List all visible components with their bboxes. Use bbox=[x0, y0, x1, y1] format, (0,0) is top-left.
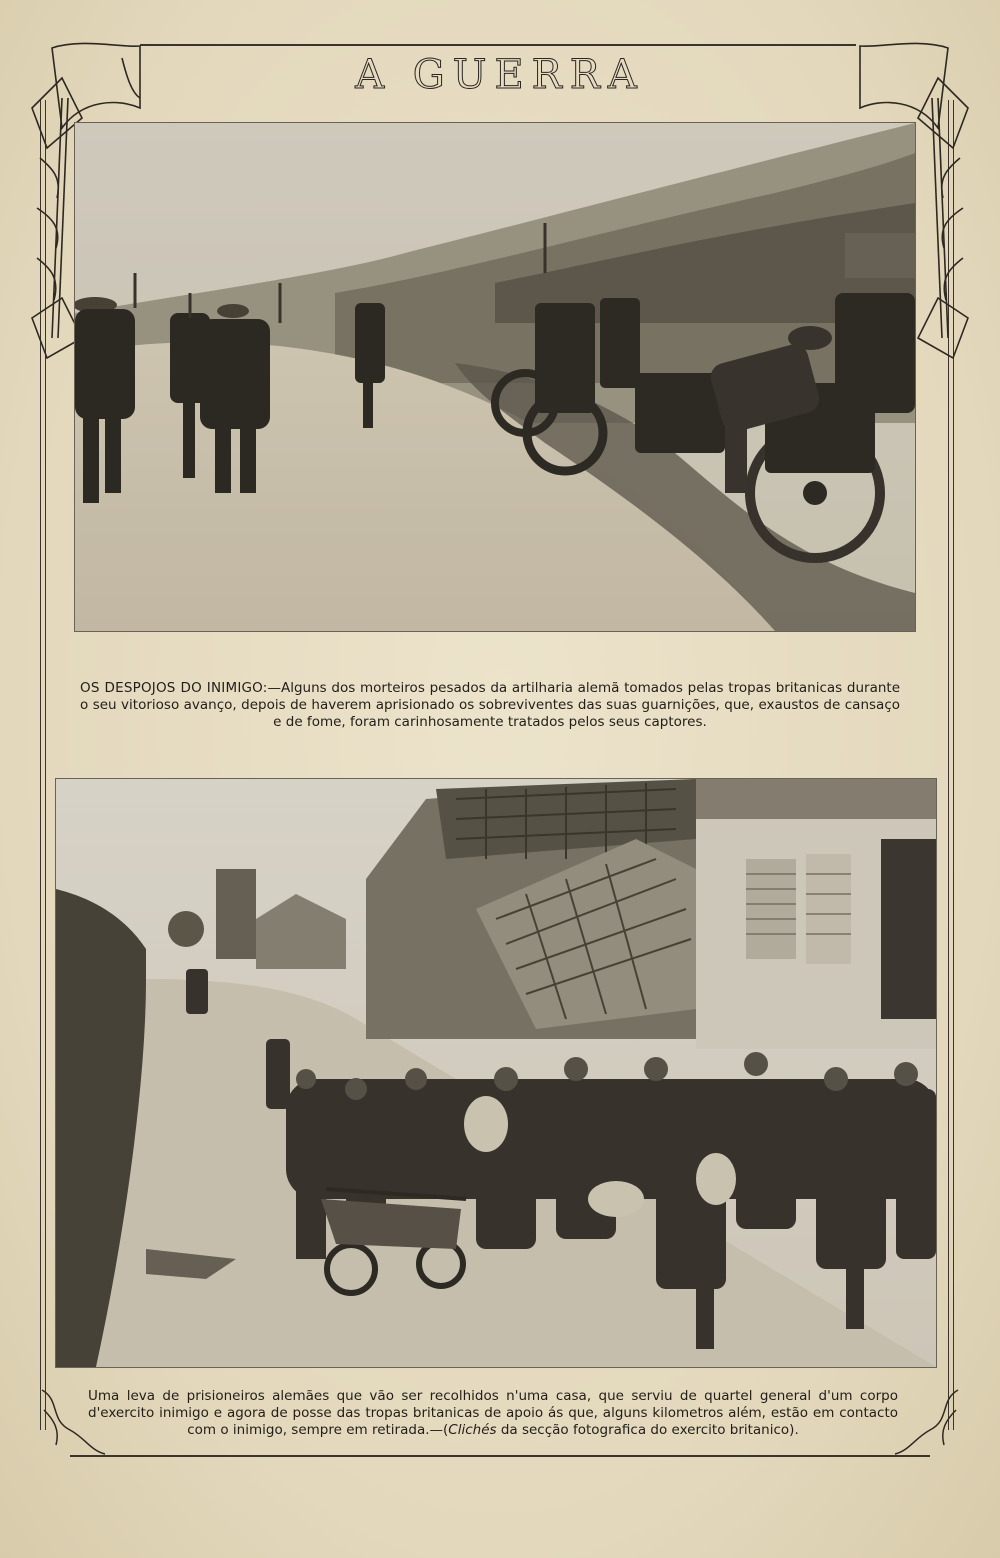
corner-ornament-bottom-right-icon bbox=[890, 1380, 970, 1460]
page-title-text: A GUERRA bbox=[355, 52, 645, 98]
caption-lead: OS DESPOJOS DO INIMIGO: bbox=[80, 680, 268, 696]
caption-tail: da secção fotografica do exercito britanico). bbox=[496, 1422, 799, 1438]
frame-top-rule bbox=[140, 44, 856, 46]
photo-german-prisoners-image bbox=[56, 779, 936, 1367]
photo-captured-mortars bbox=[74, 122, 916, 632]
frame-bottom-rule bbox=[70, 1455, 930, 1457]
caption-captured-mortars bbox=[80, 680, 900, 731]
caption-german-prisoners bbox=[88, 1388, 898, 1439]
page-title bbox=[0, 52, 1000, 98]
photo-german-prisoners bbox=[55, 778, 937, 1368]
caption-body: Uma leva de prisioneiros alemães que vão ser recolhidos n'uma casa, que serviu de quartel general d'um corpo d'exercito inimigo e agora de posse das tropas britanicas de apoio ás que, alguns kilometros além, estão em contacto com o inimigo, sempre em retirada.—( bbox=[88, 1388, 898, 1438]
photo-captured-mortars-image bbox=[75, 123, 915, 631]
caption-body: —Alguns dos morteiros pesados da artilharia alemã tomados pelas tropas britanicas durante o seu vitorioso avanço, depois de haverem aprisionado os sobreviventes das suas guarnições, que, exaustos de cansaço e de fome, foram carinhosamente tratados pelos seus captores. bbox=[80, 680, 900, 730]
caption-italic: Clichés bbox=[448, 1422, 497, 1438]
